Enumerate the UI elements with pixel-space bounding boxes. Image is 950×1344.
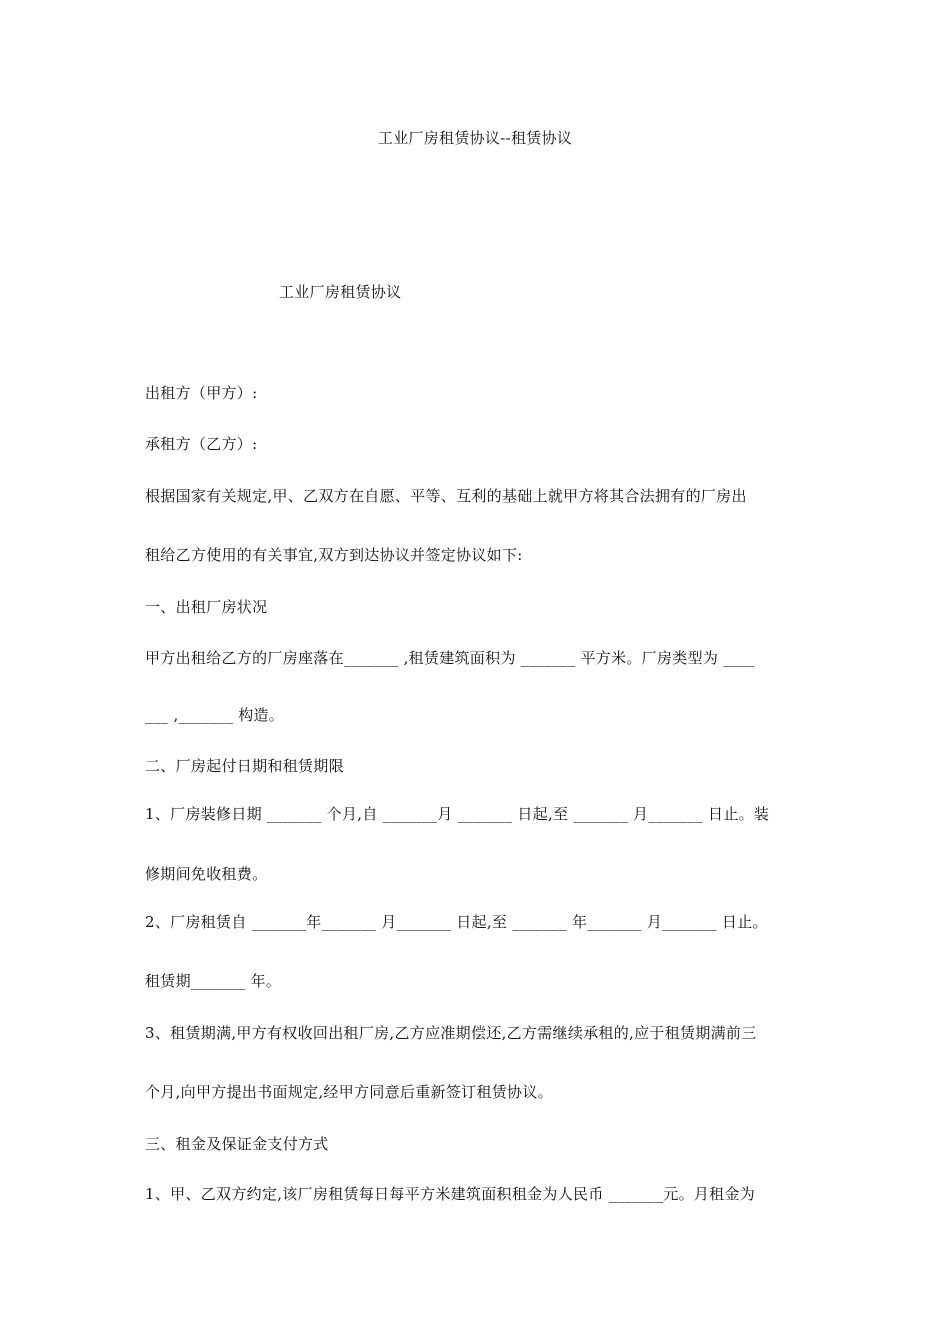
preamble-line-2: 租给乙方使用的有关事宜,双方到达协议并签定协议如下:: [145, 546, 523, 564]
clause-2-1-line-2: 修期间免收租费。: [145, 865, 268, 883]
clause-2-1-line-1: 1、厂房装修日期 _______ 个月,自 _______月 _______ 日起,至 _______ 月_______ 日止。装: [145, 805, 770, 823]
lessor-line: 出租方（甲方）:: [145, 384, 258, 402]
section-2-heading: 二、厂房起付日期和租赁期限: [145, 757, 344, 775]
clause-2-2-line-1: 2、厂房租赁自 _______年_______ 月_______ 日起,至 _______ 年_______ 月_______ 日止。: [145, 913, 768, 931]
lessee-line: 承租方（乙方）:: [145, 435, 258, 453]
section-3-heading: 三、租金及保证金支付方式: [145, 1135, 329, 1153]
section-1-heading: 一、出租厂房状况: [145, 598, 268, 616]
section-1-text-line-1: 甲方出租给乙方的厂房座落在_______ ,租赁建筑面积为 _______ 平方米。厂房类型为 ____: [145, 649, 755, 667]
section-1-text-line-2: ___ ,_______ 构造。: [145, 706, 285, 724]
clause-3-1-line-1: 1、甲、乙双方约定,该厂房租赁每日每平方米建筑面积租金为人民币 _______元。月租金为: [145, 1185, 756, 1203]
document-header-title: 工业厂房租赁协议--租赁协议: [377, 129, 573, 147]
clause-2-3-line-2: 个月,向甲方提出书面规定,经甲方同意后重新签订租赁协议。: [145, 1083, 553, 1101]
clause-2-3-line-1: 3、租赁期满,甲方有权收回出租厂房,乙方应准期偿还,乙方需继续承租的,应于租赁期满前三: [145, 1024, 757, 1042]
preamble-line-1: 根据国家有关规定,甲、乙双方在自愿、平等、互利的基础上就甲方将其合法拥有的厂房出: [145, 487, 747, 505]
document-title: 工业厂房租赁协议: [279, 283, 402, 301]
clause-2-2-line-2: 租赁期_______ 年。: [145, 972, 282, 990]
